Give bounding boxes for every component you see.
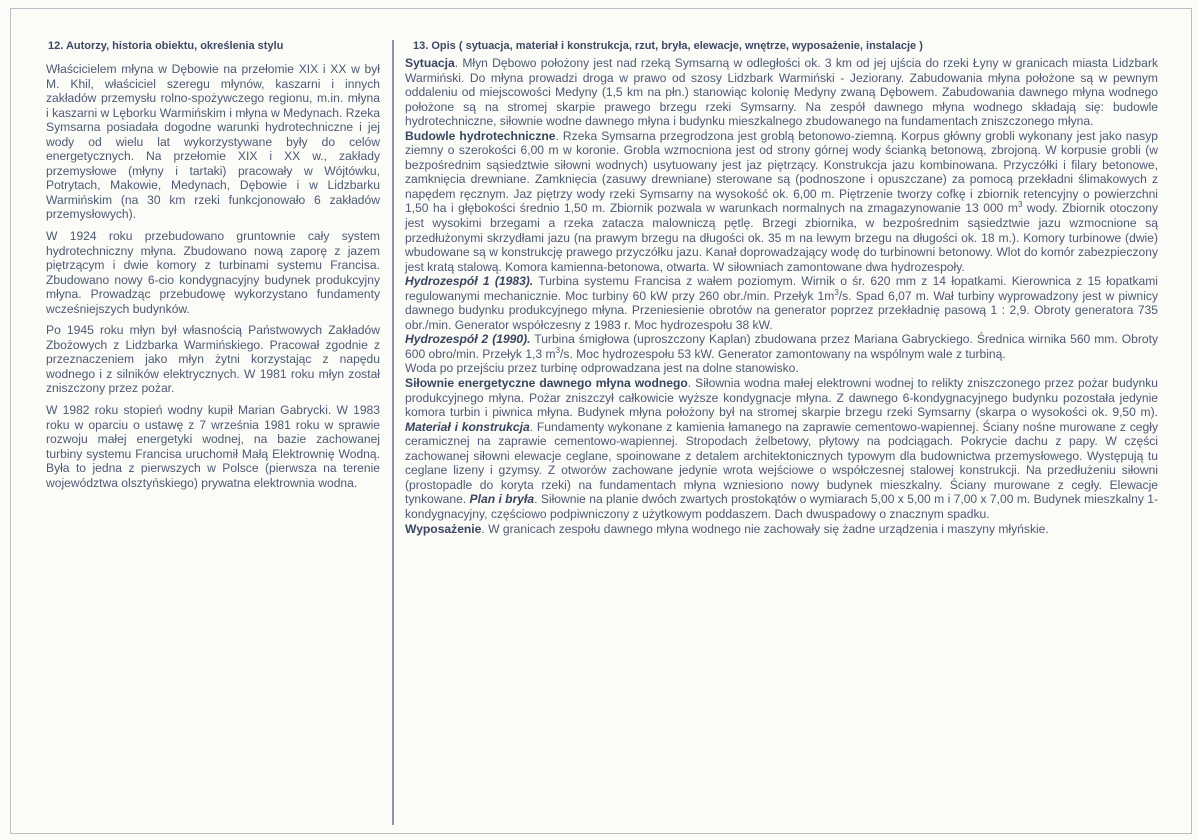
power-station-text: . Siłownia wodna małej elektrowni wodnej to relikty zniszczonego przez pożar budynku produkcyjnego młyna. Pożar zniszczył całkowicie wyższe kondygnacje młyna. Z dawnego 6-kondygnacyjnego budynku pozostała jedynie komora turbin i piwnica młyna. Budynek młyna położony był na stromej skarpie brzegu rzeki Symsarny (skarpa o wysokości ok. 9,50 m). [405, 376, 1158, 420]
plan-shape-text: . Siłownie na planie dwóch zwartych prostokątów o wymiarach 5,00 x 5,00 m i 7,00 x 7,00 m. Budynek mieszkalny 1- kondygnacyjny, częściowo podpiwniczony z użytkowym poddaszem. Dach dwuspadowy o znacznym spadku. [405, 492, 1158, 521]
history-paragraph: W 1924 roku przebudowano gruntownie cały system hydrotechniczny młyna. Zbudowano nową zaporę z jazem piętrzącym i dwie komory z turbinami systemu Francisa. Zbudowano nowy 6-cio kondygnacyjny budynek produkcyjny młyna. Prowadząc przebudowę wykorzystano fundamenty wcześniejszych budynków. [46, 229, 380, 316]
equipment-term: Wyposażenie [405, 521, 482, 536]
superscript: 3 [834, 287, 839, 297]
section-13-heading: 13. Opis ( sytuacja, materiał i konstrukcja, rzut, bryła, elewacje, wnętrze, wyposażenie, instalacje ) [413, 40, 923, 52]
hydro-unit-2-text-cont: /s. Moc hydrozespołu 53 kW. Generator zamontowany na wspólnym wale z turbiną. [560, 346, 1006, 361]
power-station-paragraph [405, 376, 1158, 521]
hydro-unit-1-term: Hydrozespół 1 (1983). [405, 274, 534, 289]
section-12-heading: 12. Autorzy, historia obiektu, określenia stylu [48, 40, 284, 52]
equipment-paragraph [405, 522, 1158, 537]
hydro-structures-term: Budowle hydrotechniczne [405, 128, 556, 143]
hydro-unit-1-text: Turbina systemu Francisa z wałem poziomym. Wirnik o śr. 620 mm z 14 łopatkami. Kierownica z 15 łopatkami regulowanymi mechanicznie. Moc turbiny 60 kW przy 260 obr./min. Przełyk 1m [405, 274, 1158, 303]
history-paragraph: W 1982 roku stopień wodny kupił Marian Gabrycki. W 1983 roku w oparciu o ustawę z 7 września 1981 roku w sprawie rozwoju małej energetyki wodnej, na bazie zachowanej turbiny systemu Francisa uruchomił Małą Elektrownię Wodną. Była to jedna z pierwszych w Polsce (pierwsza na terenie województwa olsztyńskiego) prywatna elektrownia wodna. [46, 403, 380, 490]
hydro-unit-1-paragraph [405, 274, 1158, 332]
column-divider [392, 40, 394, 825]
situation-text: . Młyn Dębowo położony jest nad rzeką Symsarną w odległości ok. 3 km od jej ujścia do rzeki Łyny w granicach miasta Lidzbark Warmiński. Do młyna prowadzi droga w prawo od szosy Lidzbark Warmiński - Jeziorany. Zabudowania młyna położone są w pewnym oddaleniu od miejscowości Medyny (1,5 km na płn.) stanowiąc kolonię Medyny zwaną Dębowem. Zabudowania dawnego młyna wodnego położone są na stromej skarpie prawego brzegu rzeki Symsarny. Na zespół dawnego młyna wodnego składają się: budowle hydrotechniczne, siłownie wodne dawnego młyna i budynku mieszkalnego zbudowanego na fundamentach zniszczonego młyna. [405, 56, 1158, 129]
superscript: 3 [1017, 200, 1023, 210]
history-column [46, 62, 380, 497]
equipment-text: . W granicach zespołu dawnego młyna wodnego nie zachowały się żadne urządzenia i maszyny młyńskie. [481, 521, 1049, 536]
situation-paragraph [405, 56, 1158, 129]
hydro-unit-2-term: Hydrozespół 2 (1990). [405, 332, 531, 347]
history-paragraph: Po 1945 roku młyn był własnością Państwowych Zakładów Zbożowych z Lidzbarka Warmińskiego. Pracował zgodnie z przeznaczeniem jako młyn żytni korzystając z napędu wodnego i z silników elektrycznych. W 1981 roku młyn został zniszczony przez pożar. [46, 323, 380, 396]
description-column [405, 56, 1158, 536]
hydro-structures-text-cont: wody. Zbiornik otoczony jest wysokimi brzegami a rzeka zatacza malowniczą pętlę. Brzegi zbiornika, w bezpośrednim sąsiedztwie jazu wzmocnione są przedłużonymi skrzydłami jazu (na prawym brzegu na długości ok. 35 m na lewym brzegu na długości ok. 18 m.). Komory turbinowe (dwie) wbudowane są w konstrukcję prawego przyczółku jazu. Kanał doprowadzający wodę do turbinowni betonowy. Wlot do komór zabezpieczony jest kratą stalową. Komora kamienna-betonowa, otwarta. W siłowniach zamontowane dwa hydrozespoły. [405, 201, 1158, 274]
plan-shape-term: Plan i bryła [469, 492, 535, 507]
water-outflow-paragraph: Woda po przejściu przez turbinę odprowadzana jest na dolne stanowisko. [405, 361, 799, 376]
material-construction-text: . Fundamenty wykonane z kamienia łamanego na zaprawie cementowo-wapiennej. Ściany nośne murowane z cegły ceramicznej na zaprawie cementowo-wapiennej. Stropodach żelbetowy, płytowy na podciągach. Pokrycie dachu z papy. W części zachowanej siłowni elewacje ceglane, spoinowane z detalem architektonicznych typowym dla budownictwa przemysłowego. Występują tu ceglane lizeny i gzymsy. Z otworów zachowane jedynie wrota wejściowe o współczesnej stalowej konstrukcji. Na przedłużeniu siłowni (prostopadle do koryta rzeki) na fundamentach młyna wzniesiono nowy budynek mieszkalny. Ściany murowane z cegły. Elewacje tynkowane. [405, 419, 1158, 507]
material-construction-term: Materiał i konstrukcja [405, 419, 530, 434]
hydro-unit-2-text: Turbina śmigłowa (uproszczony Kaplan) zbudowana przez Mariana Gabryckiego. Średnica wirnika 560 mm. Obroty 600 obro/min. Przełyk 1,3 m [405, 332, 1158, 361]
hydro-unit-2-paragraph [405, 332, 1158, 361]
power-station-term: Siłownie energetyczne dawnego młyna wodnego [405, 376, 688, 391]
situation-term: Sytuacja [405, 56, 455, 70]
superscript: 3 [555, 345, 561, 355]
hydro-structures-text: . Rzeka Symsarna przegrodzona jest groblą betonowo-ziemną. Korpus główny grobli wykonany jest jako nasyp ziemny o szerokości 6,00 m w koronie. Grobla wzmocniona jest od strony górnej wody ścianką betonową, zbrojoną. W korpusie grobli (w bezpośrednim sąsiedztwie siłowni wodnych) usytuowany jest jaz piętrzący. Konstrukcja jazu kombinowana. Przyczółki i filary betonowe, zamknięcia drewniane. Zamknięcia (zasuwy drewniane) sterowane są (podnoszone i opuszczane) za pomocą przekładni ślimakowych z napędem ręcznym. Jaz piętrzy wody rzeki Symsarny na wysokość ok. 6,00 m. Piętrzenie tworzy cofkę i zbiornik retencyjny o powierzchni 1,50 ha i głębokości średnio 1,50 m. Zbiornik pozwala w warunkach normalnych na zmagazynowanie 13 000 m [405, 128, 1158, 216]
hydro-unit-1-text-cont: /s. Spad 6,07 m. Wał turbiny wyprowadzony jest w piwnicy dawnego budynku produkcyjnego młyna. Przeniesienie obrotów na generator poprzez przekładnię pasową 1 : 2,9. Obroty generatora 735 obr./min. Generator współczesny z 1983 r. Moc hydrozespołu 38 kW. [405, 288, 1158, 332]
history-paragraph: Właścicielem młyna w Dębowie na przełomie XIX i XX w był M. Khil, właściciel szeregu młynów, kaszarni i innych zakładów przemysłu rolno-spożywczego regionu, m.in. młyna i kaszarni w Lęborku Warmińskim i młyna w Medynach. Rzeka Symsarna posiadała dogodne warunki hydrotechniczne i jej wody od wielu lat wykorzystywane były do celów energetycznych. Na przełomie XIX i XX w., zakłady przemysłowe (młyny i tartaki) pracowały w Wójtówku, Potrytach, Makowie, Medynach, Dębowie i w Lidzbarku Warmińskim (na 30 km rzeki funkcjonowało 6 zakładów przemysłowych). [46, 62, 380, 222]
hydro-structures-paragraph [405, 129, 1158, 274]
